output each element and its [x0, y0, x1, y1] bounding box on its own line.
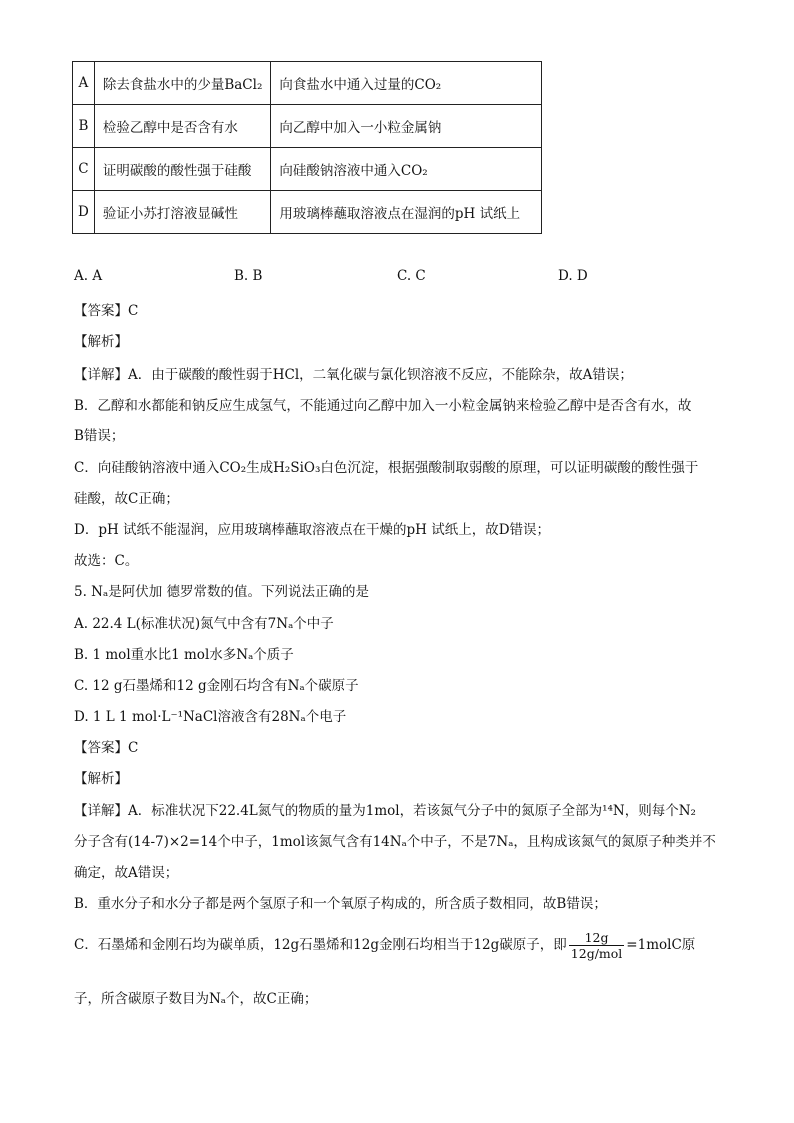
- fraction-denominator: 12g/mol: [570, 946, 623, 961]
- choice-a: A. A: [74, 268, 103, 284]
- c-line-after: =1molC原: [626, 937, 696, 953]
- q4-detail-line: B．乙醇和水都能和钠反应生成氢气，不能通过向乙醇中加入一小粒金属钠来检验乙醇中是否含有水，故: [74, 398, 692, 414]
- fraction: [569, 930, 625, 961]
- purpose-cell: 除去食盐水中的少量BaCl₂: [94, 62, 271, 105]
- choice-b: B. B: [234, 268, 263, 284]
- q4-detail-line: D．pH 试纸不能湿润，应用玻璃棒蘸取溶液点在干燥的pH 试纸上，故D错误；: [74, 522, 551, 538]
- q5-option-c: C. 12 g石墨烯和12 g金刚石均含有Nₐ个碳原子: [74, 678, 359, 694]
- c-line-before: C．石墨烯和金刚石均为碳单质，12g石墨烯和12g金刚石均相当于12g碳原子，即: [74, 937, 567, 953]
- q5-answer: 【答案】C: [74, 740, 139, 756]
- q4-detail-line: B错误；: [74, 428, 125, 444]
- row-key: A: [73, 62, 95, 105]
- q5-detail-line: 分子含有(14-7)×2=14个中子，1mol该氮气含有14Nₐ个中子，不是7Nₐ，且构成该氮气的氮原子种类并不: [74, 834, 716, 850]
- q4-detail-line: 【详解】A．由于碳酸的酸性弱于HCl，二氧化碳与氯化钡溶液不反应，不能除杂，故A错误；: [74, 367, 633, 383]
- choice-d: D. D: [558, 268, 588, 284]
- q4-answer: 【答案】C: [74, 303, 139, 319]
- q4-analysis-label: 【解析】: [74, 334, 128, 350]
- method-cell: 向乙醇中加入一小粒金属钠: [271, 105, 542, 148]
- q5-analysis-label: 【解析】: [74, 771, 128, 787]
- q5-detail-line: 【详解】A．标准状况下22.4L氮气的物质的量为1mol，若该氮气分子中的氮原子全部为¹⁴N，则每个N₂: [74, 803, 696, 819]
- q4-detail-line: C．向硅酸钠溶液中通入CO₂生成H₂SiO₃白色沉淀，根据强酸制取弱酸的原理，可以证明碳酸的酸性强于: [74, 460, 699, 476]
- q4-choices: [74, 268, 634, 288]
- table-row: [73, 148, 542, 191]
- row-key: C: [73, 148, 95, 191]
- row-key: B: [73, 105, 95, 148]
- table-row: [73, 105, 542, 148]
- purpose-cell: 检验乙醇中是否含有水: [94, 105, 271, 148]
- fraction-numerator: 12g: [569, 930, 625, 946]
- q5-option-b: B. 1 mol重水比1 mol水多Nₐ个质子: [74, 647, 294, 663]
- purpose-cell: 验证小苏打溶液显碱性: [94, 191, 271, 234]
- choice-c: C. C: [397, 268, 426, 284]
- table-row: [73, 191, 542, 234]
- method-cell: 向硅酸钠溶液中通入CO₂: [271, 148, 542, 191]
- row-key: D: [73, 191, 95, 234]
- q5-detail-line: B．重水分子和水分子都是两个氢原子和一个氧原子构成的，所含质子数相同，故B错误；: [74, 896, 607, 912]
- experiment-table: [72, 61, 542, 234]
- q5-detail-line-with-fraction: [74, 930, 695, 961]
- q5-detail-line: 确定，故A错误；: [74, 865, 179, 881]
- q5-option-a: A. 22.4 L(标准状况)氮气中含有7Nₐ个中子: [74, 616, 334, 632]
- purpose-cell: 证明碳酸的酸性强于硅酸: [94, 148, 271, 191]
- q5-stem: 5. Nₐ是阿伏加 德罗常数的值。下列说法正确的是: [74, 584, 369, 600]
- table-row: [73, 62, 542, 105]
- method-cell: 用玻璃棒蘸取溶液点在湿润的pH 试纸上: [271, 191, 542, 234]
- q5-option-d: D. 1 L 1 mol·L⁻¹NaCl溶液含有28Nₐ个电子: [74, 709, 347, 725]
- q5-last-line: 子，所含碳原子数目为Nₐ个，故C正确；: [74, 991, 318, 1007]
- q4-detail-line: 硅酸，故C正确；: [74, 491, 179, 507]
- q4-conclusion: 故选：C。: [74, 553, 139, 569]
- method-cell: 向食盐水中通入过量的CO₂: [271, 62, 542, 105]
